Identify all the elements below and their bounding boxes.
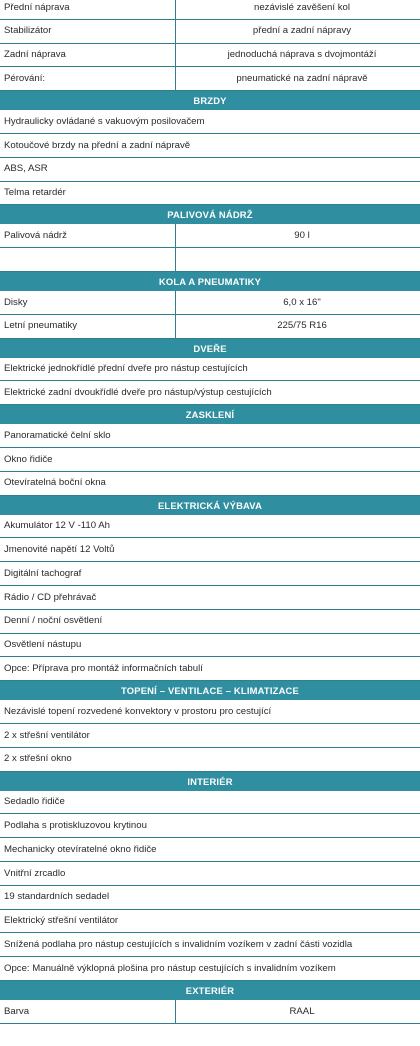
section-header: BRZDY <box>0 91 420 110</box>
spec-row <box>0 67 420 91</box>
spec-value: 225/75 R16 <box>277 320 327 332</box>
section-header: ZASKLENÍ <box>0 405 420 424</box>
spec-item-text: 19 standardních sedadel <box>4 891 110 903</box>
spec-row <box>0 20 420 44</box>
spec-item <box>0 381 420 405</box>
spec-item <box>0 910 420 934</box>
spec-value: jednoduchá náprava s dvojmontáží <box>227 49 377 61</box>
spec-item <box>0 657 420 681</box>
spec-item <box>0 814 420 838</box>
spec-row <box>0 44 420 68</box>
spec-label: Disky <box>0 291 176 314</box>
spec-row <box>0 248 420 272</box>
spec-item-text: 2 x střešní okno <box>4 753 72 765</box>
spec-value: pneumatické na zadní nápravě <box>236 72 368 84</box>
spec-value: nezávislé zavěšení kol <box>254 1 350 13</box>
spec-item-text: Digitální tachograf <box>4 567 82 579</box>
spec-item <box>0 862 420 886</box>
spec-item-text: Elektrický střešní ventilátor <box>4 915 119 927</box>
section-header: EXTERIÉR <box>0 981 420 1000</box>
spec-item-text: Rádio / CD přehrávač <box>4 591 97 603</box>
section-header: ELEKTRICKÁ VÝBAVA <box>0 496 420 515</box>
spec-item <box>0 424 420 448</box>
spec-item <box>0 838 420 862</box>
spec-value: 6,0 x 16" <box>283 296 321 308</box>
spec-label: Pérování: <box>0 67 176 90</box>
spec-item-text: Elektrické jednokřídlé přední dveře pro nástup cestujících <box>4 363 248 375</box>
spec-value: RAAL <box>289 1005 315 1017</box>
spec-item <box>0 748 420 772</box>
spec-item-text: Elektrické zadní dvoukřídlé dveře pro nástup/výstup cestujících <box>4 386 272 398</box>
spec-row <box>0 291 420 315</box>
spec-item-text: Denní / noční osvětlení <box>4 615 103 627</box>
spec-value <box>176 248 420 271</box>
spec-item <box>0 515 420 539</box>
spec-item <box>0 933 420 957</box>
spec-item-text: Mechanicky otevíratelné okno řidiče <box>4 843 157 855</box>
spec-label: Stabilizátor <box>0 20 176 43</box>
section-header: KOLA A PNEUMATIKY <box>0 272 420 291</box>
spec-value: přední a zadní nápravy <box>252 25 352 37</box>
spec-label: Barva <box>0 1000 176 1023</box>
spec-item <box>0 610 420 634</box>
spec-item <box>0 724 420 748</box>
spec-item-text: Osvětlení nástupu <box>4 639 82 651</box>
spec-item-text: 2 x střešní ventilátor <box>4 729 90 741</box>
spec-item <box>0 472 420 496</box>
spec-item-text: Akumulátor 12 V -110 Ah <box>4 520 110 532</box>
spec-item <box>0 700 420 724</box>
spec-item-text: Sedadlo řidiče <box>4 796 65 808</box>
spec-label: Letní pneumatiky <box>0 315 176 338</box>
spec-item <box>0 158 420 182</box>
spec-item-text: Vnitřní zrcadlo <box>4 867 66 879</box>
spec-value: 90 l <box>294 229 310 241</box>
spec-item <box>0 538 420 562</box>
spec-item-text: Nezávislé topení rozvedené konvektory v prostoru pro cestující <box>4 705 272 717</box>
spec-item-text: Otevíratelná boční okna <box>4 477 106 489</box>
section-header: DVEŘE <box>0 339 420 358</box>
spec-item-text: Snížená podlaha pro nástup cestujících s invalidním vozíkem v zadní části vozidla <box>4 938 353 950</box>
spec-label: Palivová nádrž <box>0 224 176 247</box>
spec-item-text: Panoramatické čelní sklo <box>4 429 111 441</box>
spec-label: Přední náprava <box>0 0 176 19</box>
spec-row <box>0 0 420 20</box>
spec-item-text: Hydraulicky ovládané s vakuovým posilovačem <box>4 115 205 127</box>
spec-item-text: ABS, ASR <box>4 163 48 175</box>
spec-item <box>0 886 420 910</box>
spec-item <box>0 634 420 658</box>
spec-item <box>0 957 420 981</box>
spec-item <box>0 182 420 206</box>
spec-item <box>0 791 420 815</box>
spec-item-text: Opce: Manuálně výklopná plošina pro nástup cestujících s invalidním vozíkem <box>4 962 336 974</box>
spec-item-text: Telma retardér <box>4 187 66 199</box>
spec-item <box>0 448 420 472</box>
spec-item-text: Okno řidiče <box>4 453 53 465</box>
spec-item <box>0 562 420 586</box>
spec-item <box>0 134 420 158</box>
spec-label <box>0 248 176 271</box>
spec-item-text: Opce: Příprava pro montáž informačních tabulí <box>4 662 203 674</box>
section-header: INTERIÉR <box>0 772 420 791</box>
spec-item-text: Podlaha s protiskluzovou krytinou <box>4 819 147 831</box>
spec-item <box>0 586 420 610</box>
spec-row <box>0 224 420 248</box>
spec-row <box>0 1000 420 1024</box>
spec-item <box>0 358 420 382</box>
spec-row <box>0 315 420 339</box>
spec-label: Zadní náprava <box>0 44 176 67</box>
section-header: PALIVOVÁ NÁDRŽ <box>0 205 420 224</box>
spec-item-text: Jmenovité napětí 12 Voltů <box>4 543 115 555</box>
spec-item-text: Kotoučové brzdy na přední a zadní nápravě <box>4 139 191 151</box>
spec-item <box>0 110 420 134</box>
section-header: TOPENÍ – VENTILACE – KLIMATIZACE <box>0 681 420 700</box>
